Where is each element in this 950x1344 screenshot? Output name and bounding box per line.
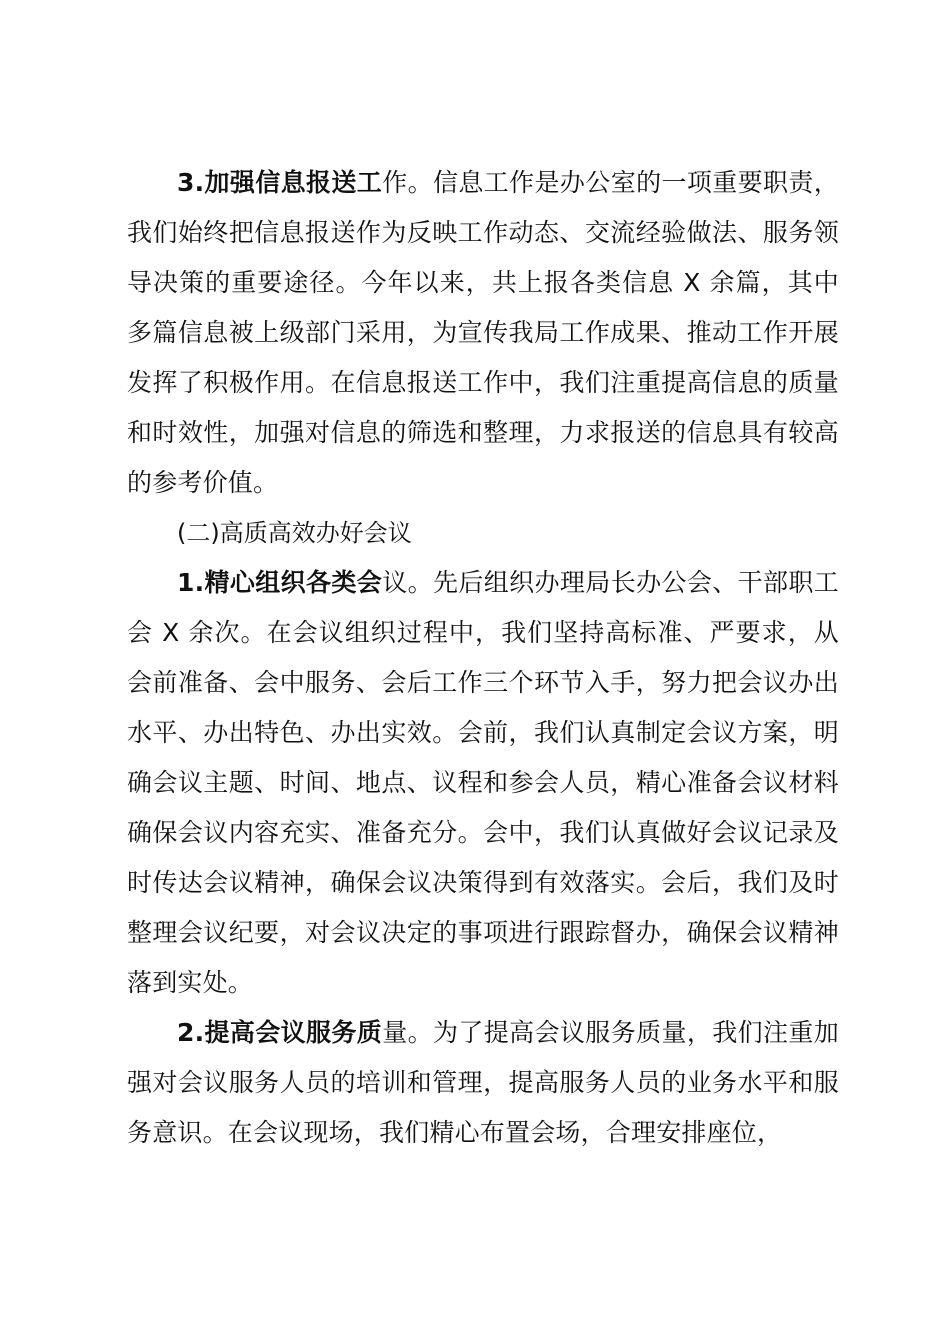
paragraph-lead: 2.提高会议服务质 <box>177 1018 383 1047</box>
paragraph-lead: 1.精心组织各类会 <box>177 568 383 597</box>
paragraph-text: 议。先后组织办理局长办公会、干部职工会 X 余次。在会议组织过程中，我们坚持高标准、严要求，从会前准备、会中服务、会后工作三个环节入手，努力把会议办出水平、办出特色、办出实效。会前，我们认真制定会议方案，明确会议主题、时间、地点、议程和参会人员，精心准备会议材料确保会议内容充实、准备充分。会中，我们认真做好会议记录及时传达会议精神，确保会议决策得到有效落实。会后，我们及时整理会议纪要，对会议决定的事项进行跟踪督办，确保会议精神落到实处。 <box>127 568 839 997</box>
paragraph-text: 量。为了提高会议服务质量，我们注重加强对会议服务人员的培训和管理，提高服务人员的业务水平和服务意识。在会议现场，我们精心布置会场，合理安排座位， <box>127 1018 839 1147</box>
paragraph-meeting-service <box>127 1008 839 1158</box>
paragraph-organize-meetings <box>127 558 839 1008</box>
paragraph-text: 作。信息工作是办公室的一项重要职责，我们始终把信息报送作为反映工作动态、交流经验做法、服务领导决策的重要途径。今年以来，共上报各类信息 X 余篇，其中多篇信息被上级部门采用，为宣传我局工作成果、推动工作开展发挥了积极作用。在信息报送工作中，我们注重提高信息的质量和时效性，加强对信息的筛选和整理，力求报送的信息具有较高的参考价值。 <box>127 168 839 497</box>
document-body <box>127 158 839 1158</box>
paragraph-info-reporting <box>127 158 839 508</box>
section-heading: (二)高质高效办好会议 <box>177 519 412 547</box>
paragraph-lead: 3.加强信息报送工 <box>177 168 383 197</box>
